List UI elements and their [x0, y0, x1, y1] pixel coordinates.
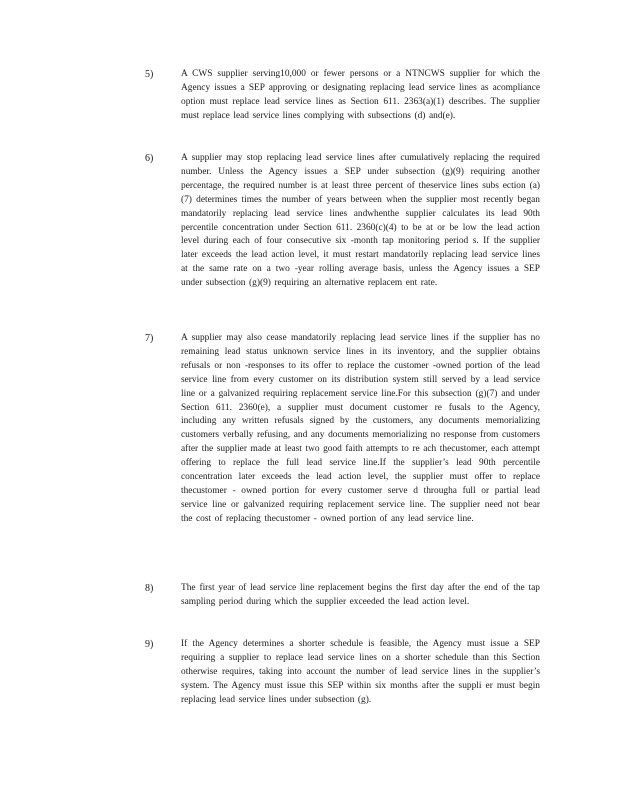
list-item [145, 152, 540, 291]
item-text: A CWS supplier serving10,000 or fewer persons or a NTNCWS supplier for which the Agency issues a SEP approving or designating replacing lead service lines as acompliance option must replace lead service lines as Section 611. 2363(a)(1) describes. The supplier must replace lead service lines complying with subsections (d) and(e). [181, 69, 540, 121]
item-number: 6) [145, 153, 154, 164]
list-item [145, 332, 540, 527]
list-item [145, 68, 540, 124]
item-number: 9) [145, 639, 154, 650]
list-item [145, 582, 540, 610]
list-item [145, 638, 540, 708]
item-number: 5) [145, 69, 154, 80]
item-text: The first year of lead service line replacement begins the first day after the end of the tap sampling period during which the supplier exceeded the lead action level. [181, 583, 540, 607]
item-number: 8) [145, 583, 154, 594]
item-text: A supplier may also cease mandatorily replacing lead service lines if the supplier has no remaining lead status unknown service lines in its inventory, and the supplier obtains refusals or non -responses to its offer to replace the customer -owned portion of the lead service line from every customer on its distribution system still served by a lead service line or a galvanized requiring replacement service line.For this subsection (g)(7) and under Section 611. 2360(e), a supplier must document customer re fusals to the Agency, including any written refusals signed by the customers, any documents memorializing customers verbally refusing, and any documents memorializing no response from customers after the supplier made at least two good faith attempts to re ach thecustomer, each attempt offering to replace the full lead service line.If the supplier’s lead 90th percentile concentration later exceeds the lead action level, the supplier must offer to replace thecustomer - owned portion for every customer serve d througha full or partial lead service line or galvanized requiring replacement service line. The supplier need not bear the cost of replacing thecustomer - owned portion of any lead service line. [181, 333, 540, 524]
item-text: A supplier may stop replacing lead service lines after cumulatively replacing the required number. Unless the Agency issues a SEP under subsection (g)(9) requiring another percentage, the required number is at least three percent of theservice lines subs ection (a)(7) determines times the number of years between when the supplier most recently began mandatorily replacing lead service lines andwhenthe supplier calculates its lead 90th percentile concentration under Section 611. 2360(c)(4) to be at or be low the lead action level during each of four consecutive six -month tap monitoring period s. If the supplier later exceeds the lead action level, it must restart mandatorily replacing lead service lines at the same rate on a two -year rolling average basis, unless the Agency issues a SEP under subsection (g)(9) requiring an alternative replacem ent rate. [181, 153, 540, 289]
item-number: 7) [145, 333, 154, 344]
item-text: If the Agency determines a shorter schedule is feasible, the Agency must issue a SEP requiring a supplier to replace lead service lines on a shorter schedule than this Section otherwise requires, taking into account the number of lead service lines in the supplier’s system. The Agency must issue this SEP within six months after the suppli er must begin replacing lead service lines under subsection (g). [181, 639, 540, 705]
